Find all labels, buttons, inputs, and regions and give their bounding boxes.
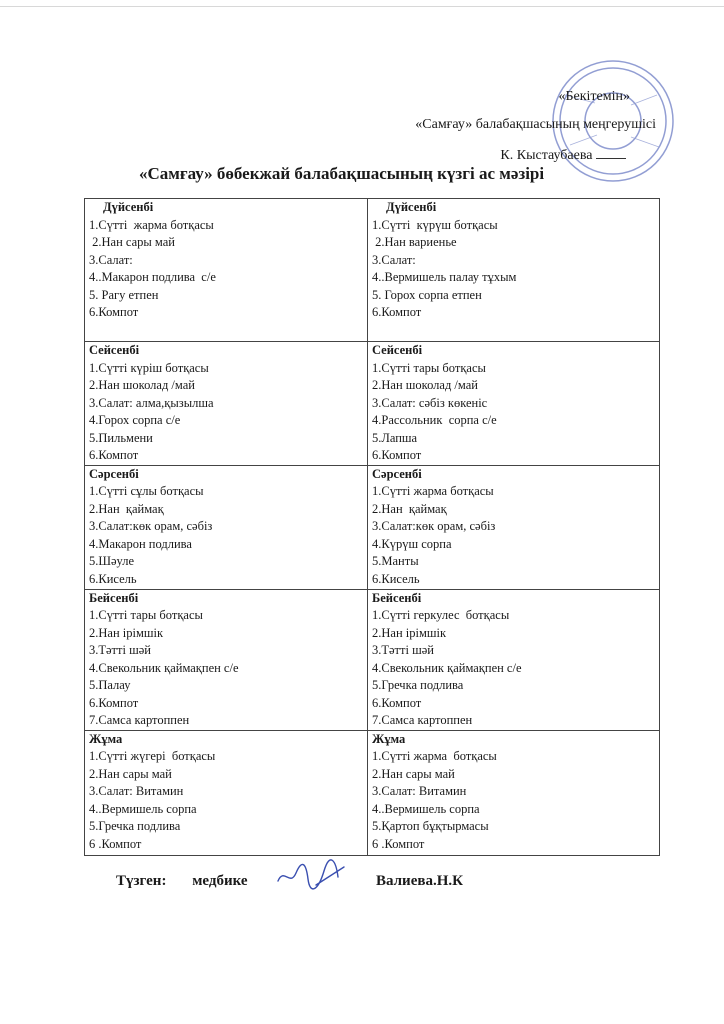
menu-item: 1.Сүтті жарма ботқасы [89, 217, 214, 232]
menu-item: 4.Күрүш сорпа [372, 536, 452, 551]
compiler-role: медбике [192, 873, 248, 889]
menu-item: 1.Сүтті жарма ботқасы [372, 484, 494, 498]
menu-item: 1.Сүтті геркулес ботқасы [372, 608, 510, 622]
menu-item: 1.Сүтті жарма ботқасы [372, 749, 497, 763]
menu-item: 1.Сүтті жүгері ботқасы [89, 749, 216, 763]
menu-item: 6.Кисель [372, 571, 420, 586]
day-name: Сейсенбі [89, 343, 140, 357]
compiled-by [116, 873, 248, 890]
menu-item: 5.Пильмени [89, 430, 153, 445]
menu-row [85, 199, 660, 342]
menu-row [85, 342, 660, 466]
menu-item: 5.Шәуле [89, 554, 135, 568]
menu-item: 5.Манты [372, 554, 419, 568]
menu-item: 5.Қартоп бұқтырмасы [372, 819, 489, 833]
menu-item: 3.Салат: [372, 252, 416, 267]
menu-item: 7.Самса картоппен [89, 713, 190, 727]
menu-item: 5. Рагу етпен [89, 287, 159, 302]
approval-label: «Бекітемін» [558, 89, 630, 104]
menu-item: 6.Компот [372, 695, 422, 710]
menu-item: 2.Нан ірімшік [89, 625, 164, 640]
approver-name: К. Кыстаубаева [500, 148, 593, 163]
day-name: Жұма [89, 731, 123, 746]
menu-item: 1.Сүтті тары ботқасы [89, 608, 203, 622]
menu-item: 6.Компот [372, 305, 422, 319]
menu-item: 2.Нан сары май [89, 766, 172, 781]
approver-role: «Самғау» балабақшасының меңгерушісі [415, 117, 656, 132]
menu-item: 4.Свекольник қаймақпен с/е [372, 660, 522, 675]
menu-item: 6 .Компот [89, 836, 142, 851]
menu-item: 1.Сүтті күрүш ботқасы [372, 217, 498, 232]
menu-item: 4..Макарон подлива с/е [89, 270, 216, 284]
handwritten-signature [272, 857, 352, 897]
menu-item: 2.Нан шоколад /май [372, 378, 478, 392]
menu-item: 4.Свекольник қаймақпен с/е [89, 660, 239, 675]
menu-item: 2.Нан ірімшік [372, 625, 447, 640]
menu-item: 5.Лапша [372, 430, 418, 445]
document-title: «Самғау» бөбекжай балабақшасының күзгі ас мәзірі [139, 164, 545, 183]
menu-item: 3.Тәтті шәй [372, 643, 434, 657]
menu-cell-left [85, 589, 368, 730]
menu-item: 4.Горох сорпа с/е [89, 413, 181, 427]
menu-cell-right [368, 199, 660, 342]
day-name: Сейсенбі [372, 343, 423, 357]
menu-cell-left [85, 342, 368, 466]
menu-cell-right [368, 465, 660, 589]
menu-item: 3.Салат: [89, 252, 133, 267]
menu-item: 3.Салат: сәбіз көкеніс [372, 395, 488, 410]
menu-item: 7.Самса картоппен [372, 713, 473, 727]
compiled-label: Түзген: [116, 873, 167, 889]
menu-item: 5.Палау [89, 678, 131, 692]
menu-row [85, 589, 660, 730]
menu-item: 3.Салат: Витамин [372, 784, 467, 798]
day-name: Дүйсенбі [103, 200, 154, 214]
menu-item: 6.Кисель [89, 571, 137, 586]
day-name: Жұма [372, 731, 406, 746]
menu-item: 3.Салат:көк орам, сәбіз [372, 519, 496, 533]
menu-item: 6.Компот [89, 448, 139, 462]
menu-cell-right [368, 342, 660, 466]
compiler-name: Валиева.Н.К [376, 873, 463, 889]
menu-item: 6.Компот [89, 305, 139, 319]
menu-item: 4..Вермишель сорпа [372, 801, 480, 816]
menu-item: 6.Компот [372, 448, 422, 462]
signature-blank [596, 144, 626, 159]
menu-item: 2.Нан вариенье [372, 235, 457, 249]
menu-item: 3.Салат: алма,қызылша [89, 395, 214, 410]
menu-cell-right [368, 730, 660, 855]
menu-cell-left [85, 730, 368, 855]
menu-item: 2.Нан қаймақ [89, 501, 164, 516]
menu-item: 6.Компот [89, 695, 139, 710]
menu-item: 4..Вермишель сорпа [89, 801, 197, 816]
menu-item: 1.Сүтті күріш ботқасы [89, 360, 209, 375]
day-name: Сәрсенбі [372, 466, 422, 481]
menu-item: 3.Тәтті шәй [89, 643, 151, 657]
menu-item: 4.Макарон подлива [89, 536, 192, 551]
day-name: Бейсенбі [372, 590, 422, 605]
page-top-border [0, 6, 724, 7]
menu-cell-left [85, 465, 368, 589]
menu-item: 2.Нан шоколад /май [89, 378, 195, 392]
menu-item: 1.Сүтті тары ботқасы [372, 360, 486, 375]
menu-item: 3.Салат:көк орам, сәбіз [89, 519, 213, 533]
menu-item: 2.Нан сары май [372, 766, 455, 781]
day-name: Бейсенбі [89, 590, 139, 605]
menu-row [85, 730, 660, 855]
menu-item: 2.Нан қаймақ [372, 501, 447, 516]
menu-item: 5.Гречка подлива [372, 678, 464, 692]
approval-block [415, 86, 656, 167]
day-name: Дүйсенбі [386, 200, 437, 214]
menu-table [84, 198, 660, 856]
menu-item: 5.Гречка подлива [89, 819, 181, 833]
menu-item: 4..Вермишель палау тұхым [372, 270, 517, 284]
menu-item: 3.Салат: Витамин [89, 784, 184, 798]
menu-cell-right [368, 589, 660, 730]
menu-item: 2.Нан сары май [89, 235, 175, 249]
menu-item: 5. Горох сорпа етпен [372, 287, 482, 302]
menu-cell-left [85, 199, 368, 342]
menu-item: 4.Рассольник сорпа с/е [372, 413, 497, 427]
menu-row [85, 465, 660, 589]
menu-item: 6 .Компот [372, 836, 425, 851]
menu-item: 1.Сүтті сұлы ботқасы [89, 484, 204, 498]
day-name: Сәрсенбі [89, 466, 139, 481]
